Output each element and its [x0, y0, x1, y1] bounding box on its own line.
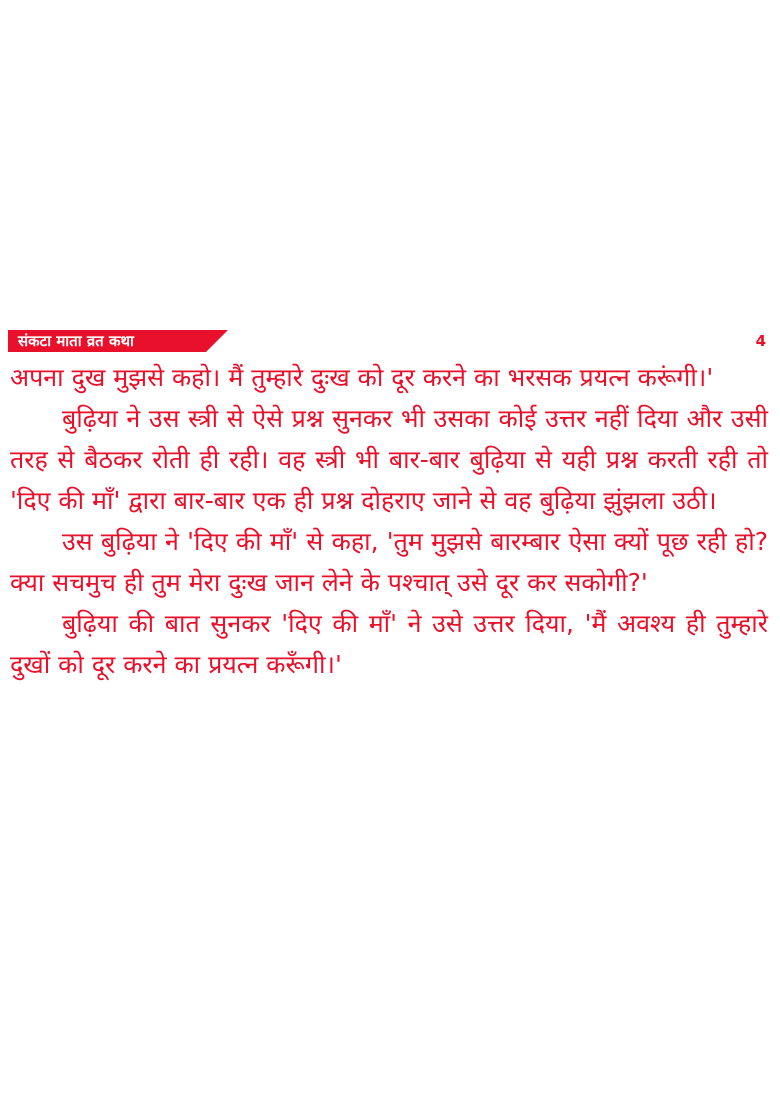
header-banner [8, 330, 228, 352]
paragraph-1: अपना दुख मुझसे कहो। मैं तुम्हारे दुःख को दूर करने का भरसक प्रयत्न करूंगी।' [10, 363, 714, 392]
paragraph-4: बुढ़िया की बात सुनकर 'दिए की माँ' ने उसे उत्तर दिया, 'मैं अवश्य ही तुम्हारे दुखों को दूर करने का प्रयत्न करूँगी।' [10, 609, 768, 679]
paragraph-2: बुढ़िया ने उस स्त्री से ऐसे प्रश्न सुनकर भी उसका कोई उत्तर नहीं दिया और उसी तरह से बैठकर रोती ही रही। वह स्त्री भी बार-बार बुढ़िया से यही प्रश्न करती रही तो 'दिए की माँ' द्वारा बार-बार एक ही प्रश्न दोहराए जाने से वह बुढ़िया झुंझला उठी। [10, 404, 768, 515]
page-number: 4 [755, 332, 766, 350]
book-title: संकटा माता व्रत कथा [18, 332, 134, 350]
paragraph-3: उस बुढ़िया ने 'दिए की माँ' से कहा, 'तुम मुझसे बारम्बार ऐसा क्यों पूछ रही हो? क्या सचमुच ही तुम मेरा दुःख जान लेने के पश्चात् उसे दूर कर सकोगी?' [10, 527, 768, 597]
body-text [10, 357, 768, 685]
